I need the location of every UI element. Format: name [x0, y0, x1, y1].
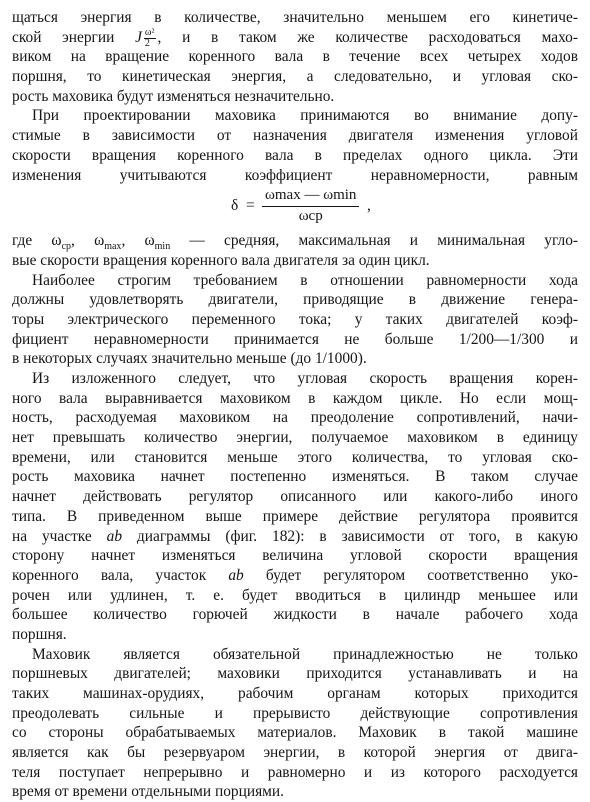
text-line: преодолевать сильные и прерывисто действующие сопротивления	[12, 704, 578, 722]
subscript: max	[104, 241, 122, 253]
equals-sign: =	[246, 197, 255, 215]
text-line: в некоторых случаях значительно меньше (до 1/1000).	[12, 350, 367, 368]
text-line: поршня.	[12, 625, 67, 643]
text-line: является как бы резервуаром энергии, в которой энергия от двига-	[12, 744, 578, 762]
text-line	[12, 231, 578, 251]
text-fragment: , ω	[121, 232, 155, 250]
text-line: рочен или удлинен, т. е. будет вводиться в цилиндр меньшее или	[12, 586, 578, 604]
text-line: большее количество горючей жидкости в начале рабочего хода	[12, 606, 578, 624]
text-fragment: , и в таком же количестве расходоваться махо-	[157, 28, 578, 46]
text-fragment: коренного вала, участок	[12, 566, 207, 584]
text-line: теля поступает непрерывно и равномерно и из которого расходуется	[12, 763, 578, 781]
inertia-symbol: J	[135, 28, 142, 46]
segment-label: ab	[228, 566, 244, 584]
text-line: фициент неравномерности принимается не больше 1/200—1/300 и	[12, 330, 578, 348]
fraction-denominator: 2	[144, 37, 150, 49]
omega-squared-fraction	[144, 28, 156, 49]
text-line: рость маховика начнет постепенно изменяться. В таком случае	[12, 468, 578, 486]
text-line: типа. В приведенном выше примере действие регулятора проявится	[12, 507, 578, 525]
text-line: должны удовлетворять двигатели, приводящие в движение генера-	[12, 291, 578, 309]
text-line: стимые в зависимости от назначения двигателя изменения угловой	[12, 127, 578, 145]
text-line: рость маховика будут изменяться незначительно.	[12, 87, 335, 105]
text-fragment: — средняя, максимальная и минимальная угло-	[170, 232, 579, 250]
text-line	[12, 566, 578, 586]
formula-fraction	[262, 187, 359, 225]
text-line: таких машинах-орудиях, рабочим органам которых приходится	[12, 685, 578, 702]
formula-comma: ,	[367, 197, 371, 215]
text-line: виком на вращение коренного вала в течение всех четырех ходов	[12, 48, 578, 66]
text-line: Из изложенного следует, что угловая скорость вращения корен-	[32, 370, 578, 387]
text-fragment: ской энергии	[12, 28, 115, 46]
formula-numerator: ωmax — ωmin	[262, 187, 359, 207]
text-line: нет превышать количество энергии, получаемое маховиком в единицу	[12, 429, 578, 447]
nonuniformity-formula	[12, 185, 578, 231]
text-line: сторону начнет изменяться величина угловой скорости вращения	[12, 547, 578, 565]
text-line: ность, расходуемая маховиком на преодоление сопротивлений, начи-	[12, 409, 578, 427]
delta-symbol: δ	[231, 197, 239, 215]
text-fragment: диаграммы (фиг. 182): в зависимости от того, в какую	[136, 527, 578, 545]
text-line: вые скорости вращения коренного вала двигателя за один цикл.	[12, 251, 430, 269]
text-line: время от времени отдельными порциями.	[12, 783, 284, 801]
text-line: При проектировании маховика принимаются во внимание допу-	[32, 107, 578, 125]
text-line: торы электрического переменного тока; у таких двигателей коэф-	[12, 310, 578, 328]
text-fragment: будет регулятором соответственно уко-	[265, 566, 578, 584]
text-line: времени, или становится меньше этого количества, то угловая ско-	[12, 448, 578, 466]
formula-denominator: ωcp	[298, 208, 323, 225]
text-line: щаться энергия в количестве, значительно меньшем его кинетиче-	[12, 9, 578, 26]
segment-label: ab	[106, 527, 123, 545]
text-line: поршневых двигателей; маховики приходится устанавливать и на	[12, 665, 578, 683]
text-fragment: где ω	[12, 232, 62, 250]
fraction-numerator: ω²	[144, 26, 155, 38]
text-line: скорости вращения коренного вала в пределах одного цикла. Эти	[12, 146, 578, 164]
text-line: ного вала выравнивается маховиком в каждом цикле. Но если мощ-	[12, 389, 578, 407]
text-line: поршня, то кинетическая энергия, а следовательно, и угловая ско-	[12, 68, 578, 86]
text-line: Наиболее строгим требованием в отношении равномерности хода	[32, 271, 578, 289]
text-line: со стороны обрабатываемых материалов. Маховик в такой машине	[12, 724, 578, 742]
subscript: min	[154, 241, 171, 253]
text-line	[12, 527, 578, 547]
text-line: Маховик является обязательной принадлежностью не только	[32, 645, 578, 663]
text-fragment: на участке	[12, 527, 92, 545]
text-fragment: , ω	[71, 232, 105, 250]
text-line: начнет действовать регулятор описанного или какого-либо иного	[12, 488, 578, 506]
text-line-with-formula	[12, 28, 578, 48]
text-line: изменения учитываются коэффициент неравномерности, равным	[12, 166, 578, 184]
subscript: cp	[61, 241, 72, 253]
document-page	[12, 8, 578, 802]
